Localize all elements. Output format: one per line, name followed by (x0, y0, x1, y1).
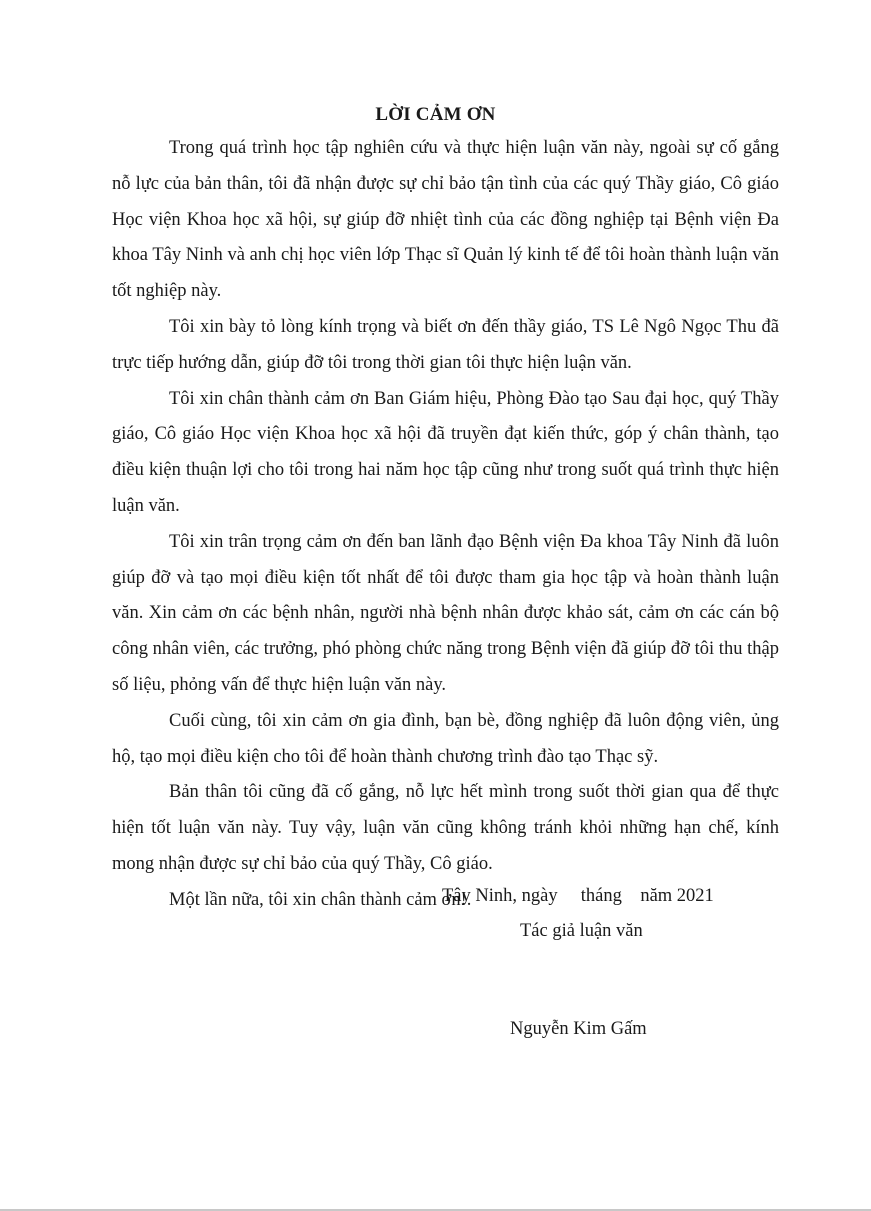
paragraph: Tôi xin chân thành cảm ơn Ban Giám hiệu, Phòng Đào tạo Sau đại học, quý Thầy giáo, Cô giáo Học viện Khoa học xã hội đã truyền đạt kiến thức, góp ý chân thành, tạo điều kiện thuận lợi cho tôi trong hai năm học tập cũng như trong suốt quá trình thực hiện luận văn. (112, 388, 779, 516)
paragraph: Tôi xin trân trọng cảm ơn đến ban lãnh đạo Bệnh viện Đa khoa Tây Ninh đã luôn giúp đỡ và tạo mọi điều kiện tốt nhất để tôi được tham gia học tập và hoàn thành luận văn. Xin cảm ơn các bệnh nhân, người nhà bệnh nhân được khảo sát, cảm ơn các cán bộ công nhân viên, các trưởng, phó phòng chức năng trong Bệnh viện đã giúp đỡ tôi thu thập số liệu, phỏng vấn để thực hiện luận văn này. (112, 531, 779, 695)
paragraph: Tôi xin bày tỏ lòng kính trọng và biết ơn đến thầy giáo, TS Lê Ngô Ngọc Thu đã trực tiếp hướng dẫn, giúp đỡ tôi trong thời gian tôi thực hiện luận văn. (112, 316, 779, 373)
paragraph: Trong quá trình học tập nghiên cứu và thực hiện luận văn này, ngoài sự cố gắng nỗ lực của bản thân, tôi đã nhận được sự chỉ bảo tận tình của các quý Thầy giáo, Cô giáo Học viện Khoa học xã hội, sự giúp đỡ nhiệt tình của các đồng nghiệp tại Bệnh viện Đa khoa Tây Ninh và anh chị học viên lớp Thạc sĩ Quản lý kinh tế để tôi hoàn thành luận văn tốt nghiệp này. (112, 138, 779, 302)
document-body (112, 131, 779, 919)
signature-name: Nguyễn Kim Gấm (510, 1019, 647, 1039)
signature-place-date: Tây Ninh, ngày tháng năm 2021 (442, 886, 714, 906)
paragraph: Cuối cùng, tôi xin cảm ơn gia đình, bạn bè, đồng nghiệp đã luôn động viên, ủng hộ, tạo mọi điều kiện cho tôi để hoàn thành chương trình đào tạo Thạc sỹ. (112, 710, 779, 767)
signature-role: Tác giả luận văn (520, 921, 643, 941)
paragraph: Một lần nữa, tôi xin chân thành cảm ơn!. (169, 889, 472, 910)
paragraph: Bản thân tôi cũng đã cố gắng, nỗ lực hết mình trong suốt thời gian qua để thực hiện tốt luận văn này. Tuy vậy, luận văn cũng không tránh khỏi những hạn chế, kính mong nhận được sự chỉ bảo của quý Thầy, Cô giáo. (112, 782, 779, 874)
document-title: LỜI CẢM ƠN (375, 104, 496, 125)
